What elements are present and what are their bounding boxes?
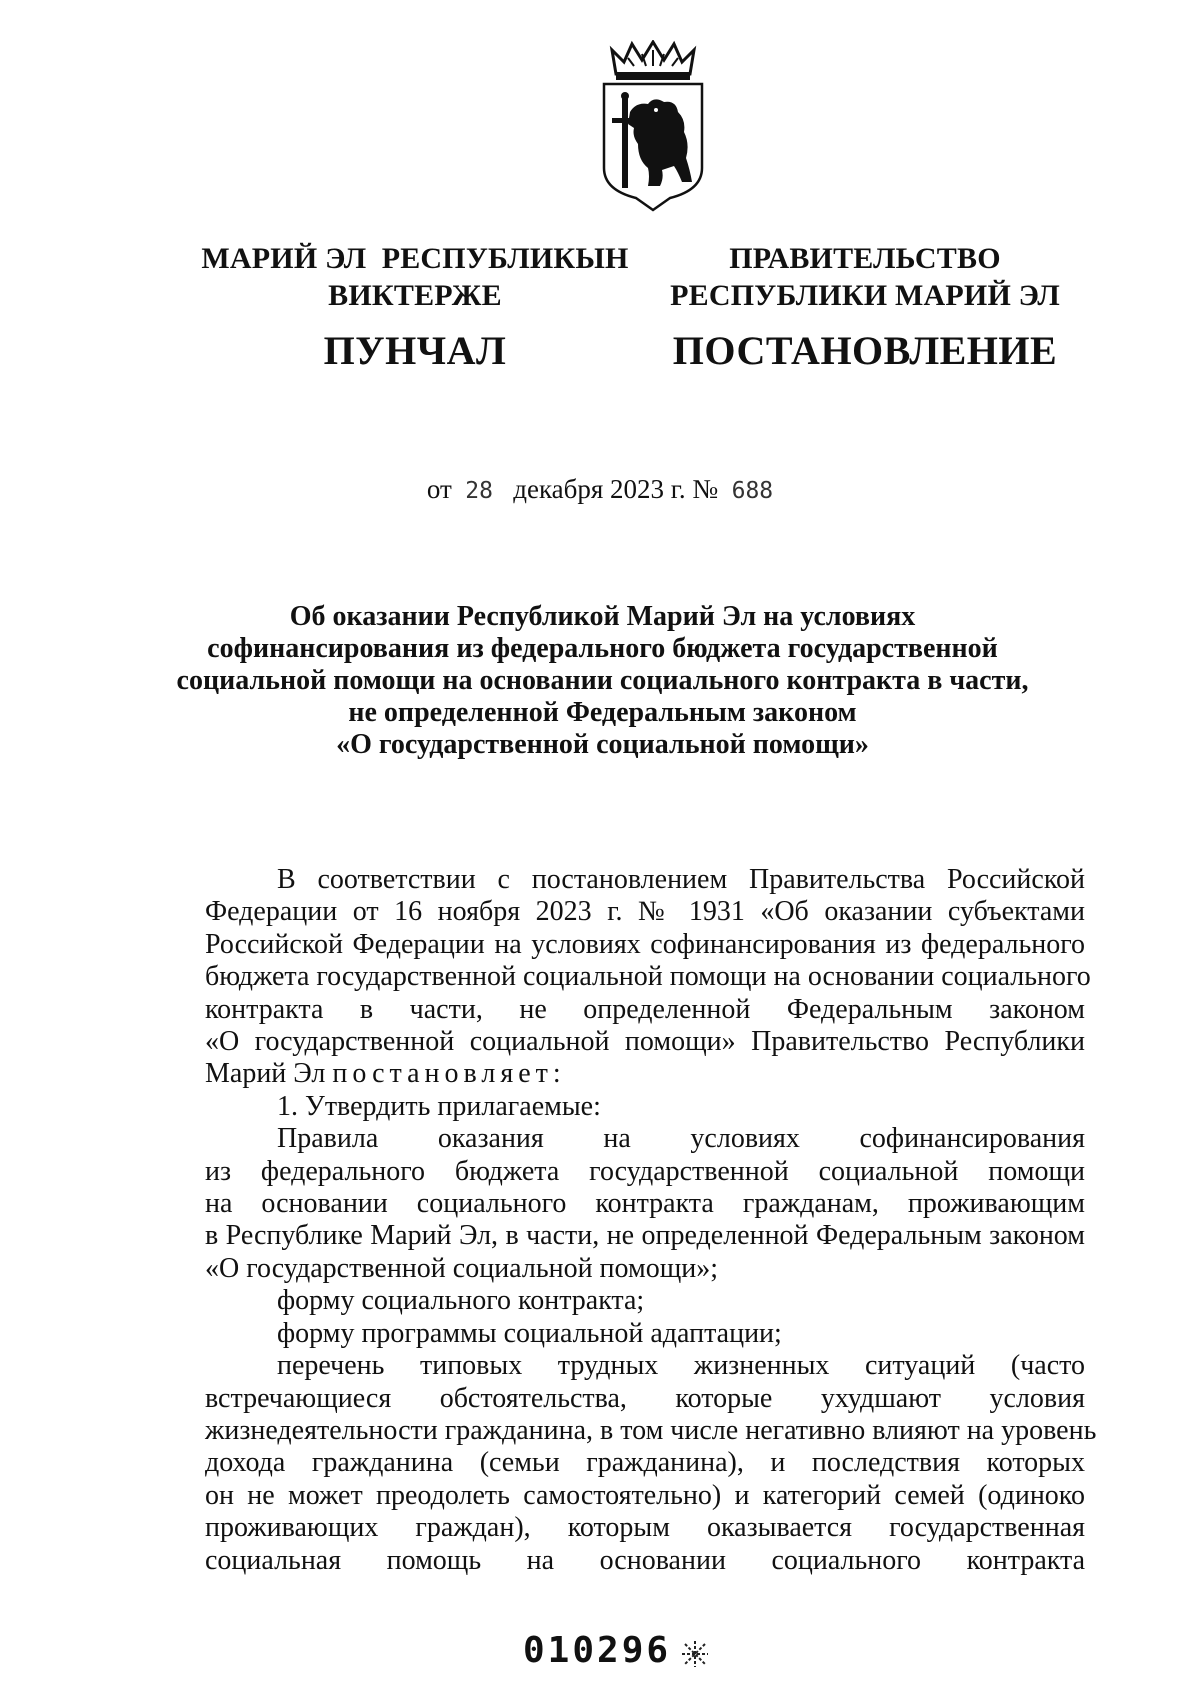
body-line: Федерации от 16 ноября 2023 г. № 1931 «Об оказании субъектами (205, 896, 1085, 928)
body-line: перечень типовых трудных жизненных ситуаций (часто (277, 1350, 1085, 1382)
body-line: встречающиеся обстоятельства, которые ухудшают условия (205, 1382, 1085, 1414)
title-line: «О государственной социальной помощи» (336, 729, 869, 760)
resolution-word: постановляет: (332, 1058, 566, 1090)
body-line: социальная помощь на основании социального контракта (205, 1544, 1085, 1576)
header-right-line2: РЕСПУБЛИКИ МАРИЙ ЭЛ (670, 279, 1060, 312)
body-line: бюджета государственной социальной помощи на основании социального (205, 961, 1091, 993)
title-line: софинансирования из федерального бюджета государственной (207, 633, 998, 664)
body-line: проживающих граждан), которым оказывается государственная (205, 1512, 1085, 1544)
body-line: «О государственной социальной помощи»; (205, 1252, 719, 1284)
body-line: Правила оказания на условиях софинансирования (277, 1123, 1085, 1155)
body-line (205, 1058, 1085, 1090)
header-right-doc-type: ПОСТАНОВЛЕНИЕ (672, 328, 1058, 373)
date-month-year: декабря 2023 г. № (513, 474, 719, 504)
document-number: 688 (731, 478, 774, 504)
body-line: он не может преодолеть самостоятельно) и категорий семей (одиноко (205, 1479, 1085, 1511)
body-line: В соответствии с постановлением Правительства Российской (277, 864, 1085, 895)
body-line: форму программы социальной адаптации; (277, 1317, 782, 1349)
body-line-prefix: Марий Эл (205, 1058, 333, 1090)
body-line: «О государственной социальной помощи» Правительство Республики (205, 1026, 1085, 1058)
asterisk-mark-icon (680, 1639, 710, 1669)
body-line: 1. Утвердить прилагаемые: (277, 1090, 601, 1122)
title-line: социальной помощи на основании социального контракта в части, (176, 665, 1029, 696)
date-line (0, 474, 1200, 505)
header-right-line1: ПРАВИТЕЛЬСТВО (729, 242, 1001, 275)
body-line: Российской Федерации на условиях софинансирования из федерального (205, 928, 1085, 960)
header-left-doc-type: ПУНЧАЛ (323, 328, 507, 373)
body-line: из федерального бюджета государственной социальной помощи (205, 1155, 1085, 1187)
document-title (140, 601, 1065, 761)
coat-of-arms-emblem (598, 40, 708, 212)
title-line: Об оказании Республикой Марий Эл на условиях (289, 601, 916, 632)
header-left-line2: ВИКТЕРЖЕ (328, 279, 502, 312)
header-right-block (660, 240, 1070, 374)
header-left-block (185, 240, 645, 374)
date-prefix: от (426, 474, 452, 504)
serial-number: 010296 (523, 1630, 672, 1671)
body-line: в Республике Марий Эл, в части, не определенной Федеральным законом (205, 1220, 1085, 1252)
body-line: дохода гражданина (семьи гражданина), и последствия которых (205, 1447, 1085, 1479)
body-line: форму социального контракта; (277, 1285, 645, 1317)
title-line: не определенной Федеральным законом (348, 697, 857, 728)
body-line: жизнедеятельности гражданина, в том числе негативно влияют на уровень (205, 1414, 1097, 1446)
body-line: контракта в части, не определенной Федеральным законом (205, 993, 1085, 1025)
body-line: на основании социального контракта гражданам, проживающим (205, 1188, 1085, 1220)
date-day: 28 (465, 478, 493, 504)
header-left-line1: МАРИЙ ЭЛ РЕСПУБЛИКЫН (201, 242, 629, 275)
document-body (205, 864, 1097, 1577)
